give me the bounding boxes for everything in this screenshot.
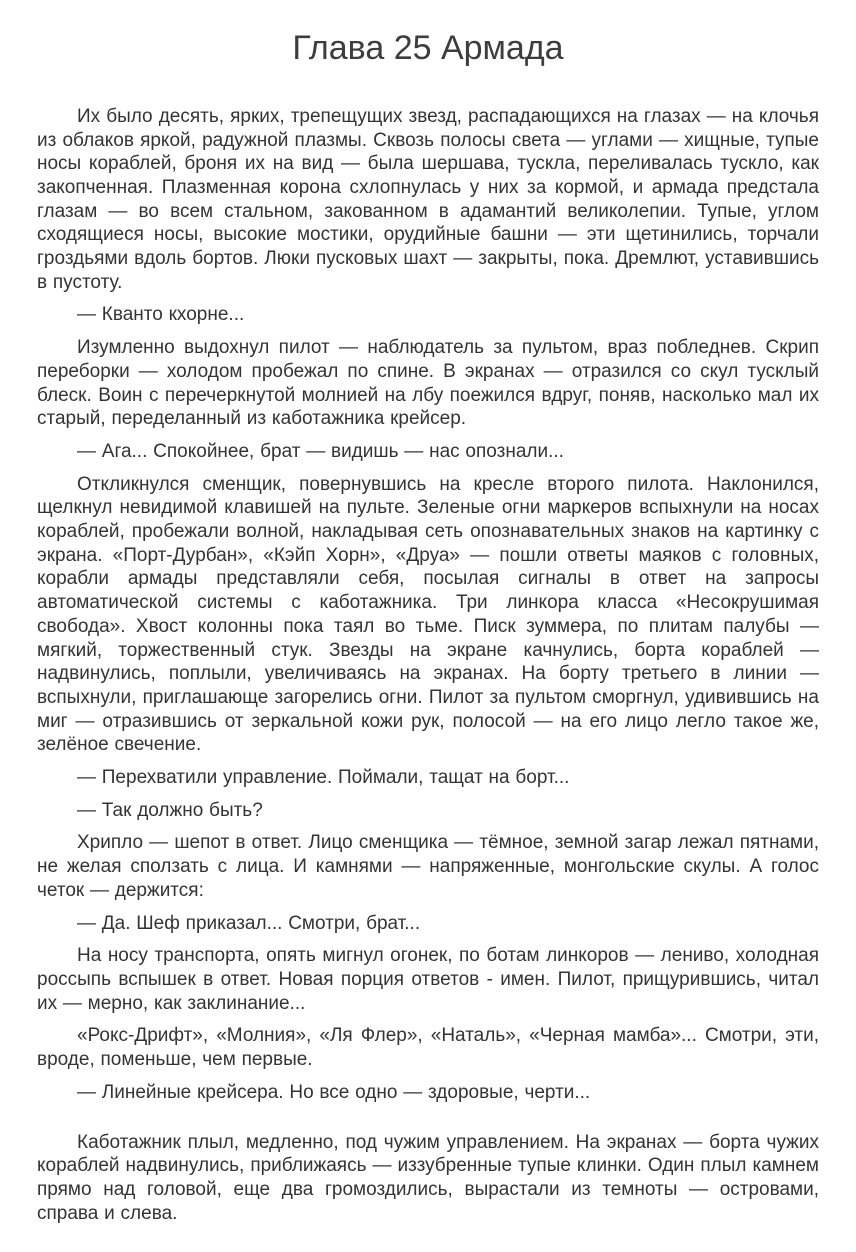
paragraph-6: «Рокс-Дрифт», «Молния», «Ля Флер», «Наталь», «Черная мамба»... Смотри, эти, вроде, поменьше, чем первые. (37, 1025, 819, 1071)
paragraph-2: Изумленно выдохнул пилот — наблюдатель за пультом, враз побледнев. Скрип переборки — холодом пробежал по спине. В экранах — отразился со скул тусклый блеск. Воин с перечеркнутой молнией на лбу поежился вдруг, поняв, насколько мал их старый, переделанный из каботажника крейсер. (37, 337, 819, 430)
dialogue-line-3: — Перехватили управление. Поймали, тащат на борт... (77, 767, 570, 789)
dialogue-line-5: — Да. Шеф приказал... Смотри, брат... (77, 912, 421, 934)
chapter-title: Глава 25 Армада (292, 29, 564, 67)
chapter-body (37, 105, 819, 1226)
paragraph-1: Их было десять, ярких, трепещущих звезд, распадающихся на глазах — на клочья из облаков яркой, радужной плазмы. Сквозь полосы света — углами — хищные, тупые носы кораблей, броня их на вид — была шершава, тускла, переливалась тускло, как закопченная. Плазменная корона схлопнулась у них за кормой, и армада предстала глазам — во всем стальном, закованном в адамантий великолепии. Тупые, углом сходящиеся носы, высокие мостики, орудийные башни — эти щетинились, торчали гроздьями вдоль бортов. Люки пусковых шахт — закрыты, пока. Дремлют, уставившись в пустоту. (37, 105, 819, 293)
paragraph-5: На носу транспорта, опять мигнул огонек, по ботам линкоров — лениво, холодная россыпь вспышек в ответ. Новая порция ответов - имен. Пилот, прищурившись, читал их — мерно, как заклинание... (37, 945, 819, 1014)
paragraph-3: Откликнулся сменщик, повернувшись на кресле второго пилота. Наклонился, щелкнул невидимой клавишей на пульте. Зеленые огни маркеров вспыхнули на носах кораблей, пробежали волной, накладывая сеть опознавательных знаков на картинку с экрана. «Порт-Дурбан», «Кэйп Хорн», «Друа» — пошли ответы маяков с головных, корабли армады представляли себя, посылая сигналы в ответ на запросы автоматической системы с каботажника. Три линкора класса «Несокрушимая свобода». Хвост колонны пока таял во тьме. Писк зуммера, по плитам палубы — мягкий, торжественный стук. Звезды на экране качнулись, борта кораблей — надвинулись, поплыли, увеличиваясь на экранах. На борту третьего в линии — вспыхнули, приглашающе загорелись огни. Пилот за пультом сморгнул, удивившись на миг — отразившись от зеркальной кожи рук, полосой — на его лицо легло такое же, зелёное свечение. (37, 473, 819, 756)
paragraph-7: Каботажник плыл, медленно, под чужим управлением. На экранах — борта чужих кораблей надвинулись, приближаясь — иззубренные тупые клинки. Один плыл камнем прямо над головой, еще два громоздились, вырастали из темноты — островами, справа и слева. (37, 1131, 819, 1224)
dialogue-line-1: — Кванто кхорне... (77, 304, 245, 326)
dialogue-line-6: — Линейные крейсера. Но все одно — здоровые, черти... (77, 1081, 591, 1103)
dialogue-line-4: — Так должно быть? (77, 799, 263, 821)
paragraph-4: Хрипло — шепот в ответ. Лицо сменщика — тёмное, земной загар лежал пятнами, не желая сползать с лица. И камнями — напряженные, монгольские скулы. А голос четок — держится: (37, 832, 819, 901)
dialogue-line-2: — Ага... Спокойнее, брат — видишь — нас опознали... (77, 440, 564, 462)
